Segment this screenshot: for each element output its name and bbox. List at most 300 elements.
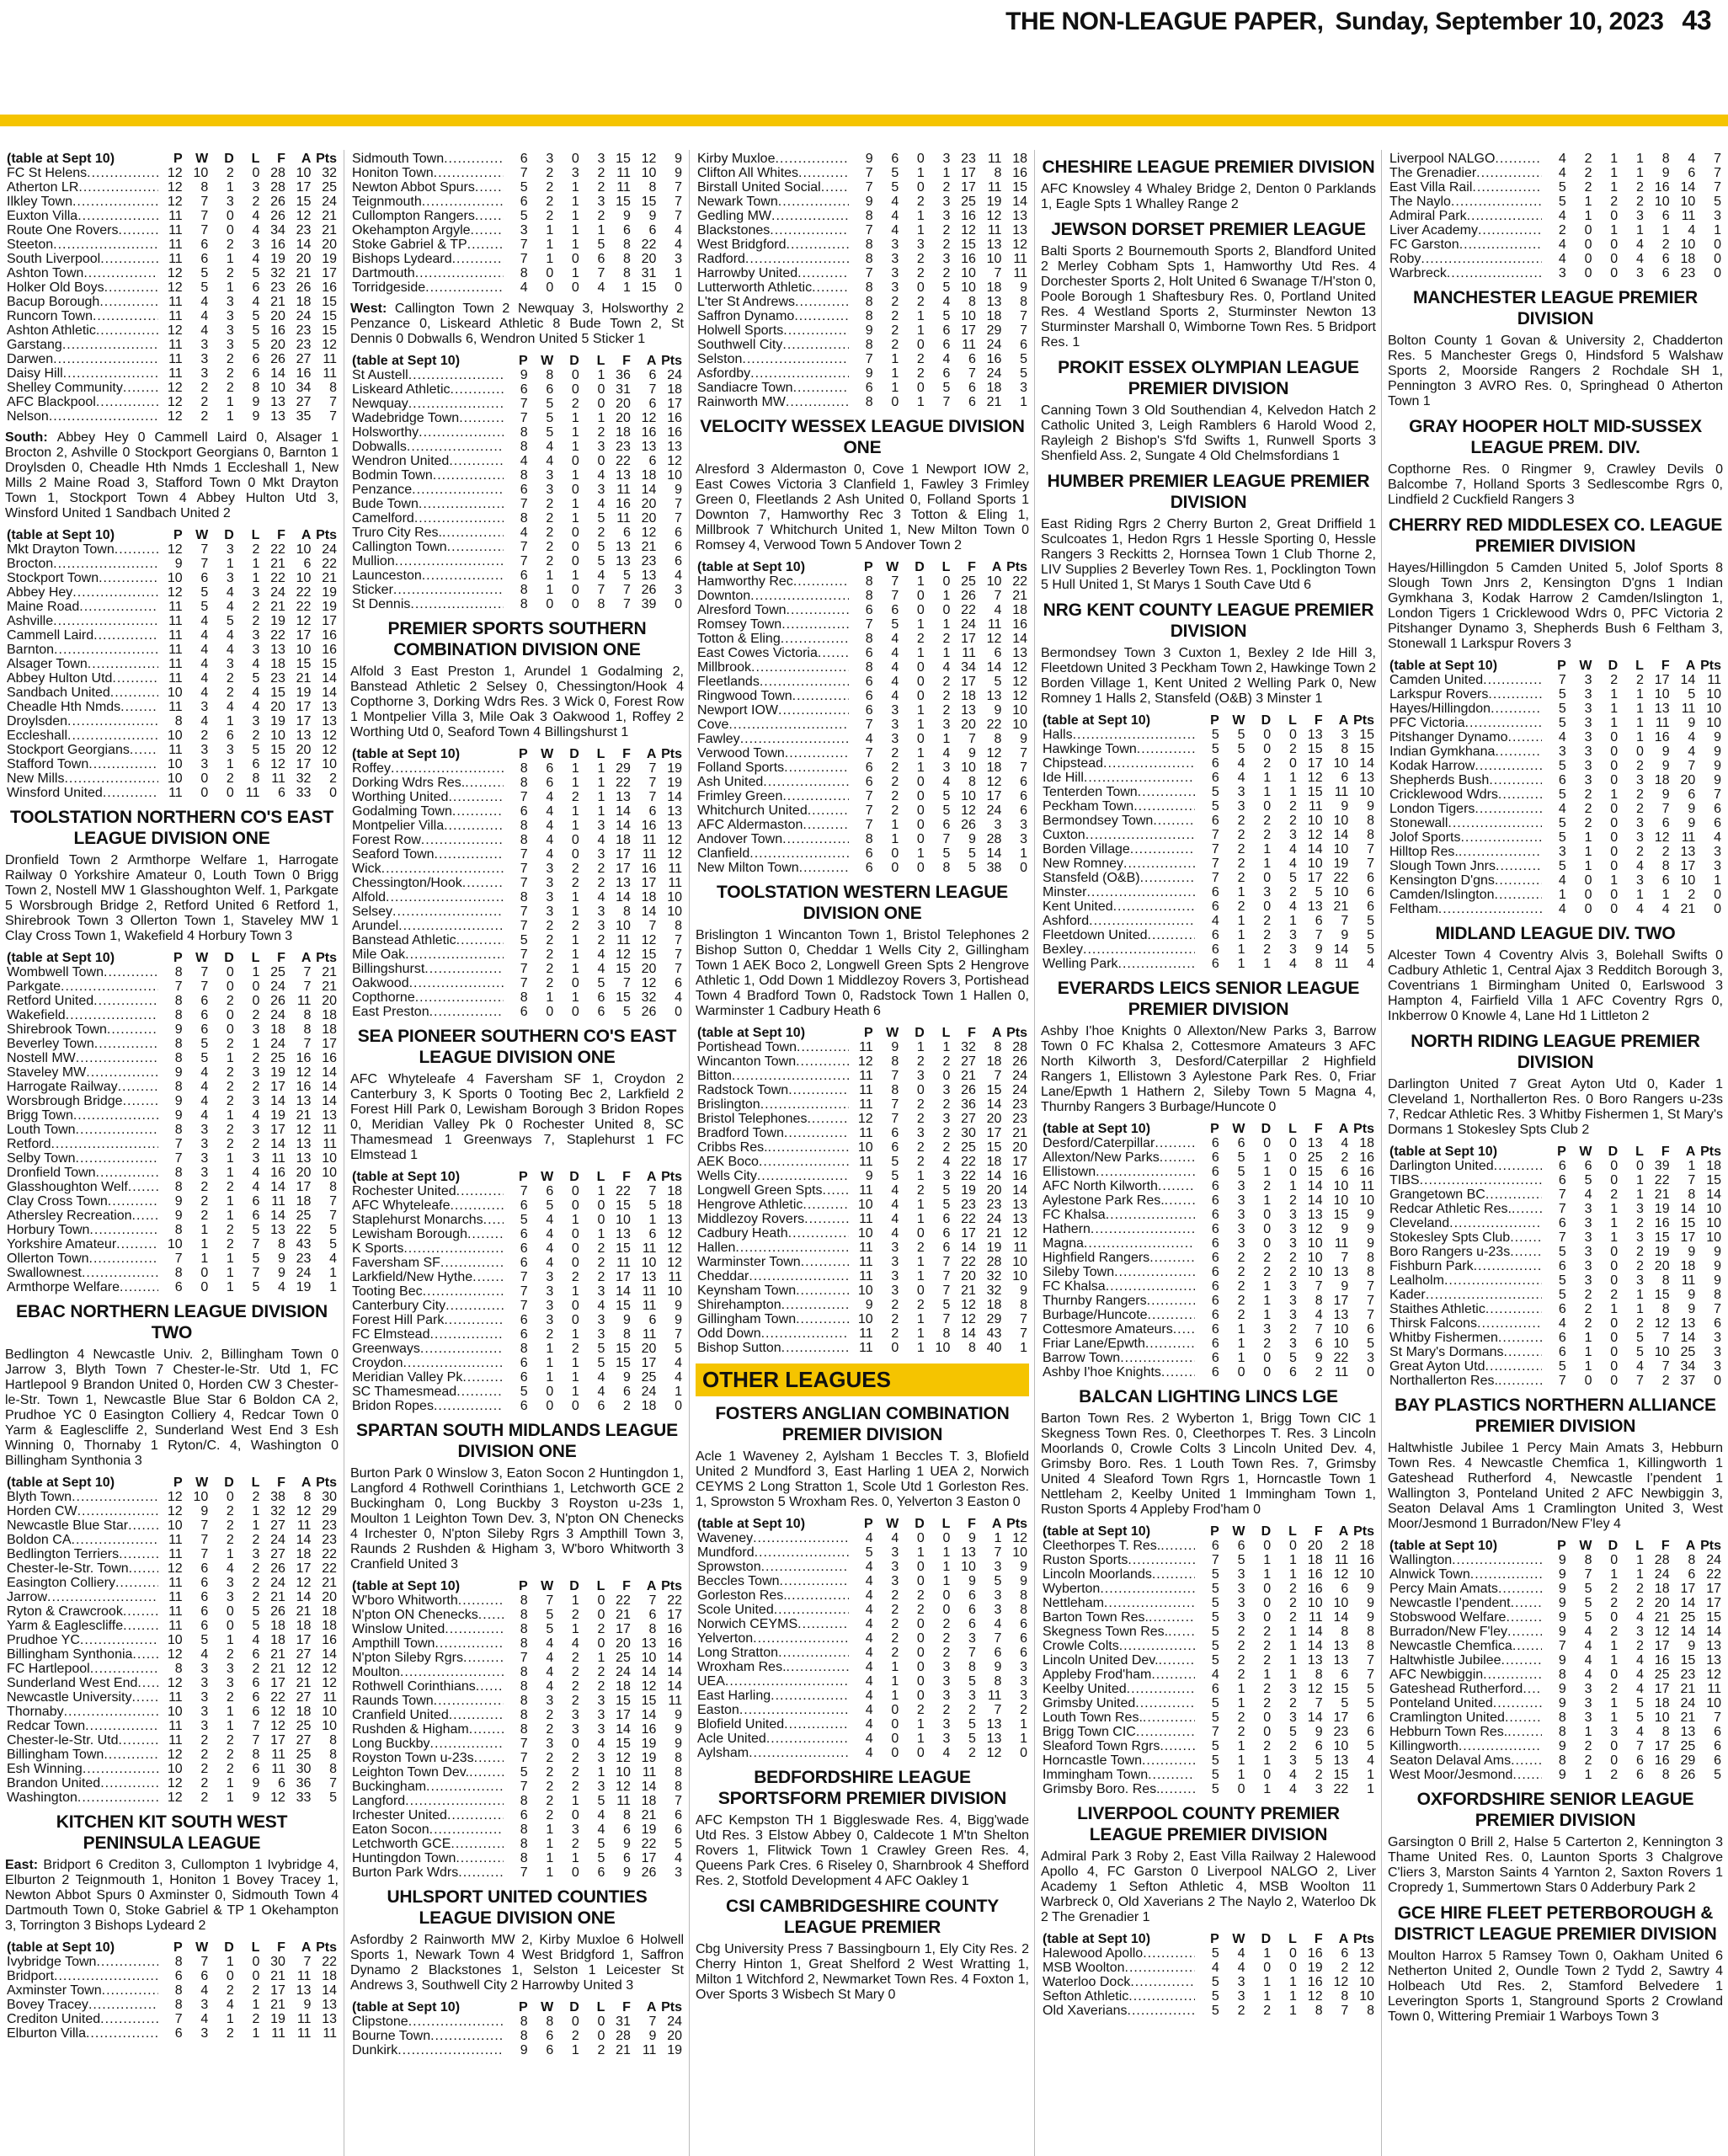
stat-cell: 0 xyxy=(597,454,605,468)
stat-cell: 6 xyxy=(597,1005,605,1019)
stat-cell: 10 xyxy=(1012,1269,1027,1283)
stat-cell: 18 xyxy=(1012,152,1027,166)
stat-cell: 1 xyxy=(200,1237,209,1251)
stat-cell: 11 xyxy=(323,1123,337,1137)
stat-cell: 11 xyxy=(168,671,183,686)
table-row xyxy=(5,1998,339,2012)
stat-cell: 15 xyxy=(1359,728,1374,742)
stat-cell: 0 xyxy=(1714,888,1721,902)
stat-cell: 7 xyxy=(994,589,1002,603)
stat-cell: 1 xyxy=(1263,1279,1272,1294)
stat-cell: 13 xyxy=(1359,771,1374,785)
stat-cell: 7 xyxy=(994,266,1002,280)
stat-cell: 4 xyxy=(546,1227,554,1241)
page-columns xyxy=(0,150,1728,2156)
stat-cell: 4 xyxy=(1288,957,1297,971)
stat-cell: 2 xyxy=(571,1694,579,1708)
stat-cell: 14 xyxy=(322,686,337,700)
stat-cell: 25 xyxy=(961,574,976,589)
team-name: Barrow Town ..... xyxy=(1041,1351,1195,1365)
stat-cell: 4 xyxy=(891,1212,899,1226)
team-name: London Tigers ..... xyxy=(1388,802,1542,816)
table-row xyxy=(696,1689,1029,1703)
stat-cell: 12 xyxy=(616,947,631,962)
stat-cell: 2 xyxy=(546,1765,554,1780)
stat-cell: 1 xyxy=(546,990,554,1005)
league-table xyxy=(350,354,684,611)
table-header-row xyxy=(1388,1145,1723,1159)
stat-cell: 3 xyxy=(226,571,234,585)
stat-cell: 3 xyxy=(597,819,605,833)
team-name: MSB Woolton ..... xyxy=(1041,1961,1195,1975)
league-header: JEWSON DORSET PREMIER LEAGUE xyxy=(1051,220,1366,239)
stat-cell: 4 xyxy=(1635,902,1644,916)
stat-cell: 17 xyxy=(1654,1739,1670,1753)
stat-cell: 2 xyxy=(1341,1539,1349,1553)
stat-cell: 17 xyxy=(1680,1582,1696,1596)
stat-cell: 10 xyxy=(1307,1596,1323,1610)
stat-cell: 7 xyxy=(174,2012,183,2026)
column-header: F xyxy=(622,1170,631,1184)
stat-cell: 6 xyxy=(1020,338,1027,352)
stat-cell: 1 xyxy=(1367,1768,1374,1782)
table-row xyxy=(696,1717,1029,1732)
stat-cell: 12 xyxy=(167,1790,183,1805)
stat-cell: 4 xyxy=(942,660,951,675)
stat-cell: 8 xyxy=(648,180,657,195)
column-header: D xyxy=(224,951,234,965)
stat-cell: 3 xyxy=(942,1660,951,1674)
stat-cell: 3 xyxy=(1584,673,1592,687)
stat-cell: 9 xyxy=(1688,816,1696,830)
stat-cell: 8 xyxy=(303,1008,312,1022)
stat-cell: 0 xyxy=(571,1399,579,1413)
team-name: Huntingdon Town ..... xyxy=(350,1851,504,1865)
stat-cell: 11 xyxy=(668,1694,682,1708)
stat-cell: 32 xyxy=(986,1283,1002,1298)
stat-cell: 5 xyxy=(546,411,554,425)
stat-cell: 0 xyxy=(942,1069,951,1083)
stat-cell: 4 xyxy=(891,660,899,675)
stat-cell: 21 xyxy=(986,1226,1002,1241)
team-name: Kader ..... xyxy=(1388,1288,1542,1302)
stat-cell: 6 xyxy=(520,1356,528,1370)
stat-cell: 1 xyxy=(916,1198,925,1212)
table-row xyxy=(350,804,684,819)
stat-cell: 10 xyxy=(1307,1236,1323,1251)
table-row xyxy=(5,237,339,252)
stat-cell: 11 xyxy=(296,2012,312,2026)
stat-cell: 4 xyxy=(891,689,899,703)
stat-cell: 3 xyxy=(1237,1989,1245,2004)
stat-cell: 28 xyxy=(616,2029,631,2043)
stat-cell: 7 xyxy=(520,1299,528,1313)
stat-cell: 4 xyxy=(597,962,605,976)
table-row xyxy=(350,776,684,790)
stat-cell: 3 xyxy=(1237,1193,1245,1208)
table-caption: (table at Sept 10) xyxy=(1043,713,1151,728)
stat-cell: 1 xyxy=(1635,166,1644,180)
stat-cell: 2 xyxy=(200,381,209,395)
team-name: Longwell Green Spts ..... xyxy=(696,1183,849,1198)
stat-cell: 8 xyxy=(1367,1639,1374,1653)
team-name: West Moor/Jesmond ..... xyxy=(1388,1768,1542,1782)
stat-cell: 8 xyxy=(1661,1302,1670,1316)
stat-cell: 7 xyxy=(303,1037,312,1051)
stat-cell: 14 xyxy=(322,1647,337,1662)
team-name: Maine Road ..... xyxy=(5,600,158,614)
stat-cell: 1 xyxy=(1610,716,1619,730)
table-row xyxy=(696,381,1029,395)
stat-cell: 4 xyxy=(1688,223,1696,237)
team-name: Wincanton Town ..... xyxy=(696,1054,849,1069)
stat-cell: 4 xyxy=(546,1636,554,1651)
stat-cell: 9 xyxy=(1558,1682,1566,1696)
stat-cell: 2 xyxy=(1237,1710,1245,1725)
stat-cell: 1 xyxy=(622,280,631,295)
stat-cell: 10 xyxy=(641,166,657,180)
stat-cell: 15 xyxy=(641,947,657,962)
team-name: Lutterworth Athletic ..... xyxy=(696,280,849,295)
stat-cell: 1 xyxy=(571,411,579,425)
stat-cell: 8 xyxy=(174,994,183,1008)
stat-cell: 5 xyxy=(1341,1696,1349,1710)
league-header: GCE HIRE FLEET PETERBOROUGH & DISTRICT LEAGUE PREMIER DIVISION xyxy=(1394,1903,1717,1944)
stat-cell: 14 xyxy=(1680,1202,1696,1216)
stat-cell: 1 xyxy=(571,819,579,833)
table-header-row xyxy=(1388,659,1723,673)
stat-cell: 5 xyxy=(1558,195,1566,209)
stat-cell: 5 xyxy=(200,280,209,295)
stat-cell: 1 xyxy=(916,1326,925,1341)
table-row xyxy=(5,1008,339,1022)
stat-cell: 11 xyxy=(168,1733,183,1748)
team-name: Dunkirk ..... xyxy=(350,2043,504,2057)
stat-cell: 4 xyxy=(942,295,951,309)
stat-cell: 1 xyxy=(1288,1625,1297,1639)
stat-cell: 7 xyxy=(520,962,528,976)
table-row xyxy=(1388,1345,1723,1359)
stat-cell: 2 xyxy=(1263,828,1272,842)
stat-cell: 7 xyxy=(520,976,528,990)
stat-cell: 1 xyxy=(1584,830,1592,845)
stat-cell: 9 xyxy=(252,409,260,424)
stat-cell: 6 xyxy=(968,1588,976,1603)
stat-cell: 5 xyxy=(520,933,528,947)
stat-cell: 12 xyxy=(296,1576,312,1590)
stat-cell: 10 xyxy=(1307,857,1323,871)
results-lead: West: xyxy=(350,302,395,316)
stat-cell: 16 xyxy=(322,1051,337,1065)
team-name: Cheddar ..... xyxy=(696,1269,849,1283)
stat-cell: 4 xyxy=(546,1665,554,1679)
stat-cell: 11 xyxy=(323,2026,337,2041)
stat-cell: 28 xyxy=(1654,1553,1670,1567)
team-name: Sandbach United ..... xyxy=(5,686,158,700)
stat-cell: 4 xyxy=(865,1646,873,1660)
stat-cell: 0 xyxy=(252,994,260,1008)
stat-cell: 2 xyxy=(1237,871,1245,885)
stat-cell: 9 xyxy=(1367,1596,1374,1610)
stat-cell: 13 xyxy=(1333,1308,1349,1322)
stat-cell: 4 xyxy=(1558,252,1566,266)
stat-cell: 14 xyxy=(616,1284,631,1299)
stat-cell: 4 xyxy=(226,700,234,714)
stat-cell: 8 xyxy=(520,890,528,905)
team-name: Millbrook ..... xyxy=(696,660,849,675)
stat-cell: 23 xyxy=(1012,1112,1027,1126)
stat-cell: 14 xyxy=(641,483,657,497)
team-name: East Cowes Victoria ..... xyxy=(696,646,849,660)
team-name: AFC Blackpool ..... xyxy=(5,395,158,409)
stat-cell: 12 xyxy=(1333,1567,1349,1582)
stat-cell: 6 xyxy=(675,540,682,554)
stat-cell: 3 xyxy=(252,1094,260,1108)
stat-cell: 0 xyxy=(1288,756,1297,771)
stat-cell: 1 xyxy=(1263,842,1272,857)
stat-cell: 18 xyxy=(1012,603,1027,617)
team-name: Boldon CA ..... xyxy=(5,1533,158,1547)
stat-cell: 20 xyxy=(1680,773,1696,787)
stat-cell: 4 xyxy=(1367,957,1374,971)
stat-cell: 1 xyxy=(1558,888,1566,902)
team-name: Glasshoughton Welf ..... xyxy=(5,1180,158,1194)
stat-cell: 9 xyxy=(1367,799,1374,814)
stat-cell: 1 xyxy=(916,209,925,223)
stat-cell: 11 xyxy=(296,994,312,1008)
stat-cell: 3 xyxy=(1635,1230,1644,1245)
stat-cell: 2 xyxy=(1263,928,1272,942)
stat-cell: 2 xyxy=(1610,1682,1619,1696)
table-caption: (table at Sept 10) xyxy=(7,528,115,542)
stat-cell: 22 xyxy=(986,718,1002,732)
stat-cell: 6 xyxy=(891,1140,899,1155)
stat-cell: 1 xyxy=(1610,1302,1619,1316)
stat-cell: 10 xyxy=(1706,1230,1721,1245)
stat-cell: 2 xyxy=(1610,673,1619,687)
stat-cell: 7 xyxy=(994,1631,1002,1646)
table-header-row xyxy=(5,1940,339,1955)
team-name: Sidmouth Town ..... xyxy=(350,152,504,166)
stat-cell: 22 xyxy=(961,1255,976,1269)
stat-cell: 6 xyxy=(942,1212,951,1226)
team-name: Hilltop Res. ..... xyxy=(1388,845,1542,859)
stat-cell: 4 xyxy=(520,454,528,468)
team-name: Highfield Rangers ..... xyxy=(1041,1251,1195,1265)
stat-cell: 10 xyxy=(986,252,1002,266)
stat-cell: 6 xyxy=(942,338,951,352)
stat-cell: 1 xyxy=(1288,1975,1297,1989)
stat-cell: 22 xyxy=(616,1184,631,1198)
stat-cell: 2 xyxy=(597,425,605,440)
stat-cell: 2 xyxy=(891,760,899,775)
stat-cell: 5 xyxy=(1211,1975,1219,1989)
column-header: D xyxy=(915,1517,925,1531)
stat-cell: 12 xyxy=(1307,1989,1323,2004)
stat-cell: 4 xyxy=(597,1737,605,1751)
stat-cell: 9 xyxy=(675,483,682,497)
table-row xyxy=(5,1576,339,1590)
stat-cell: 2 xyxy=(597,1270,605,1284)
column-header: D xyxy=(1261,713,1272,728)
stat-cell: 5 xyxy=(1367,1682,1374,1696)
stat-cell: 6 xyxy=(520,1198,528,1213)
stat-cell: 1 xyxy=(942,646,951,660)
stat-cell: 7 xyxy=(252,1266,260,1280)
stat-cell: 1 xyxy=(571,990,579,1005)
table-row xyxy=(696,689,1029,703)
table-row xyxy=(5,2026,339,2041)
stat-cell: 2 xyxy=(1635,759,1644,773)
stat-cell: 5 xyxy=(252,671,260,686)
stat-cell: 10 xyxy=(1333,1322,1349,1337)
stat-cell: 4 xyxy=(891,195,899,209)
stat-cell: 3 xyxy=(942,152,951,166)
stat-cell: 2 xyxy=(1315,1768,1323,1782)
stat-cell: 5 xyxy=(1584,1596,1592,1610)
stat-cell: 2 xyxy=(571,1780,579,1794)
stat-cell: 1 xyxy=(571,1794,579,1808)
stat-cell: 16 xyxy=(1307,1975,1323,1989)
stat-cell: 11 xyxy=(271,2026,285,2041)
stat-cell: 10 xyxy=(961,789,976,803)
stat-cell: 8 xyxy=(675,1765,682,1780)
stat-cell: 0 xyxy=(1584,888,1592,902)
table-row xyxy=(5,195,339,209)
stat-cell: 4 xyxy=(546,819,554,833)
stat-cell: 6 xyxy=(1688,787,1696,802)
team-name: Elburton Villa ..... xyxy=(5,2026,158,2041)
stat-cell: 2 xyxy=(891,1646,899,1660)
table-row xyxy=(1041,942,1376,957)
table-row xyxy=(1041,1251,1376,1265)
stat-cell: 1 xyxy=(1237,942,1245,957)
table-row xyxy=(1041,1946,1376,1961)
team-name: N'pton ON Chenecks ..... xyxy=(350,1608,504,1622)
results-lead: South: xyxy=(5,430,57,445)
column-header: P xyxy=(1557,1539,1566,1553)
stat-cell: 2 xyxy=(1237,1279,1245,1294)
stat-cell: 0 xyxy=(571,1184,579,1198)
column-header: Pts xyxy=(661,747,682,761)
stat-cell: 20 xyxy=(986,1183,1002,1198)
stat-cell: 0 xyxy=(1610,1553,1619,1567)
table-row xyxy=(696,703,1029,718)
team-name: Gateshead Rutherford ..... xyxy=(1388,1682,1542,1696)
stat-cell: 18 xyxy=(986,1155,1002,1169)
stat-cell: 10 xyxy=(1654,1345,1670,1359)
team-name: Bacup Borough ..... xyxy=(5,295,158,309)
stat-cell: 8 xyxy=(1558,1710,1566,1725)
stat-cell: 3 xyxy=(226,309,234,323)
stat-cell: 26 xyxy=(641,1005,657,1019)
stat-cell: 7 xyxy=(675,933,682,947)
column-header: F xyxy=(622,354,631,368)
stat-cell: 2 xyxy=(1288,1251,1297,1265)
team-name: Totton & Eling ..... xyxy=(696,632,849,646)
team-name: Cheadle Hth Nmds ..... xyxy=(5,700,158,714)
stat-cell: 2 xyxy=(916,1140,925,1155)
table-row xyxy=(5,628,339,643)
stat-cell: 7 xyxy=(865,746,873,760)
stat-cell: 0 xyxy=(1288,1136,1297,1150)
stat-cell: 10 xyxy=(961,309,976,323)
stat-cell: 12 xyxy=(986,1746,1002,1760)
stat-cell: 4 xyxy=(597,1385,605,1399)
table-row xyxy=(696,338,1029,352)
table-row xyxy=(350,790,684,804)
stat-cell: 4 xyxy=(1211,1668,1219,1682)
stat-cell: 16 xyxy=(986,352,1002,366)
stat-cell: 0 xyxy=(1288,1946,1297,1961)
team-name: Forest Hill Park ..... xyxy=(350,1313,504,1327)
stat-cell: 1 xyxy=(1584,1359,1592,1374)
stat-cell: 22 xyxy=(641,1837,657,1851)
stat-cell: 4 xyxy=(546,804,554,819)
stat-cell: 27 xyxy=(296,1647,312,1662)
stat-cell: 14 xyxy=(296,1590,312,1604)
team-name: Cadbury Heath ..... xyxy=(696,1226,849,1241)
stat-cell: 12 xyxy=(667,1241,682,1256)
stat-cell: 16 xyxy=(270,237,285,252)
team-name: East Preston ..... xyxy=(350,1005,504,1019)
stat-cell: 11 xyxy=(168,223,183,237)
results-paragraph: Acle 1 Waveney 2, Aylsham 1 Beccles T. 3, Blofield United 2 Mundford 3, East Harling 1 UEA 2, Norwich CEYMS 2 Long Stratton 1, Scole Utd 1 Gorleston Res. 1, Sprowston 5 Wroxham Res. 0, Yelverton 3 Easton 0 xyxy=(696,1449,1029,1509)
table-row xyxy=(5,280,339,295)
stat-cell: 9 xyxy=(1341,1279,1349,1294)
stat-cell: 1 xyxy=(226,757,234,771)
stat-cell: 6 xyxy=(174,1969,183,1983)
stat-cell: 1 xyxy=(891,818,899,832)
stat-cell: 22 xyxy=(616,1593,631,1608)
team-name: Crowle Colts ..... xyxy=(1041,1639,1195,1653)
column-header: P xyxy=(519,1579,528,1593)
stat-cell: 2 xyxy=(891,1603,899,1617)
stat-cell: 16 xyxy=(667,1636,682,1651)
stat-cell: 9 xyxy=(174,1065,183,1080)
stat-cell: 20 xyxy=(616,397,631,411)
stat-cell: 13 xyxy=(1680,1725,1696,1739)
stat-cell: 43 xyxy=(296,1237,312,1251)
stat-cell: 6 xyxy=(1714,1739,1721,1753)
stat-cell: 0 xyxy=(1584,1374,1592,1388)
team-name: Radford ..... xyxy=(696,252,849,266)
stat-cell: 6 xyxy=(520,1399,528,1413)
stat-cell: 7 xyxy=(520,1780,528,1794)
stat-cell: 6 xyxy=(520,195,528,209)
team-name: Northallerton Res. ..... xyxy=(1388,1374,1542,1388)
stat-cell: 9 xyxy=(1020,280,1027,295)
stat-cell: 24 xyxy=(270,1037,285,1051)
table-row xyxy=(696,309,1029,323)
stat-cell: 2 xyxy=(1237,1668,1245,1682)
stat-cell: 6 xyxy=(1020,803,1027,818)
league-header: NRG KENT COUNTY LEAGUE PREMIER DIVISION xyxy=(1043,600,1374,641)
stat-cell: 12 xyxy=(270,1790,285,1805)
stat-cell: 11 xyxy=(168,252,183,266)
stat-cell: 2 xyxy=(891,1312,899,1326)
stat-cell: 24 xyxy=(986,338,1002,352)
stat-cell: 1 xyxy=(252,1504,260,1518)
stat-cell: 15 xyxy=(616,1241,631,1256)
table-row xyxy=(350,1765,684,1780)
table-row xyxy=(1041,899,1376,914)
stat-cell: 11 xyxy=(168,1590,183,1604)
team-name: Birstall United Social ..... xyxy=(696,180,849,195)
stat-cell: 3 xyxy=(994,1588,1002,1603)
team-name: Frimley Green ..... xyxy=(696,789,849,803)
stat-cell: 8 xyxy=(546,368,554,382)
